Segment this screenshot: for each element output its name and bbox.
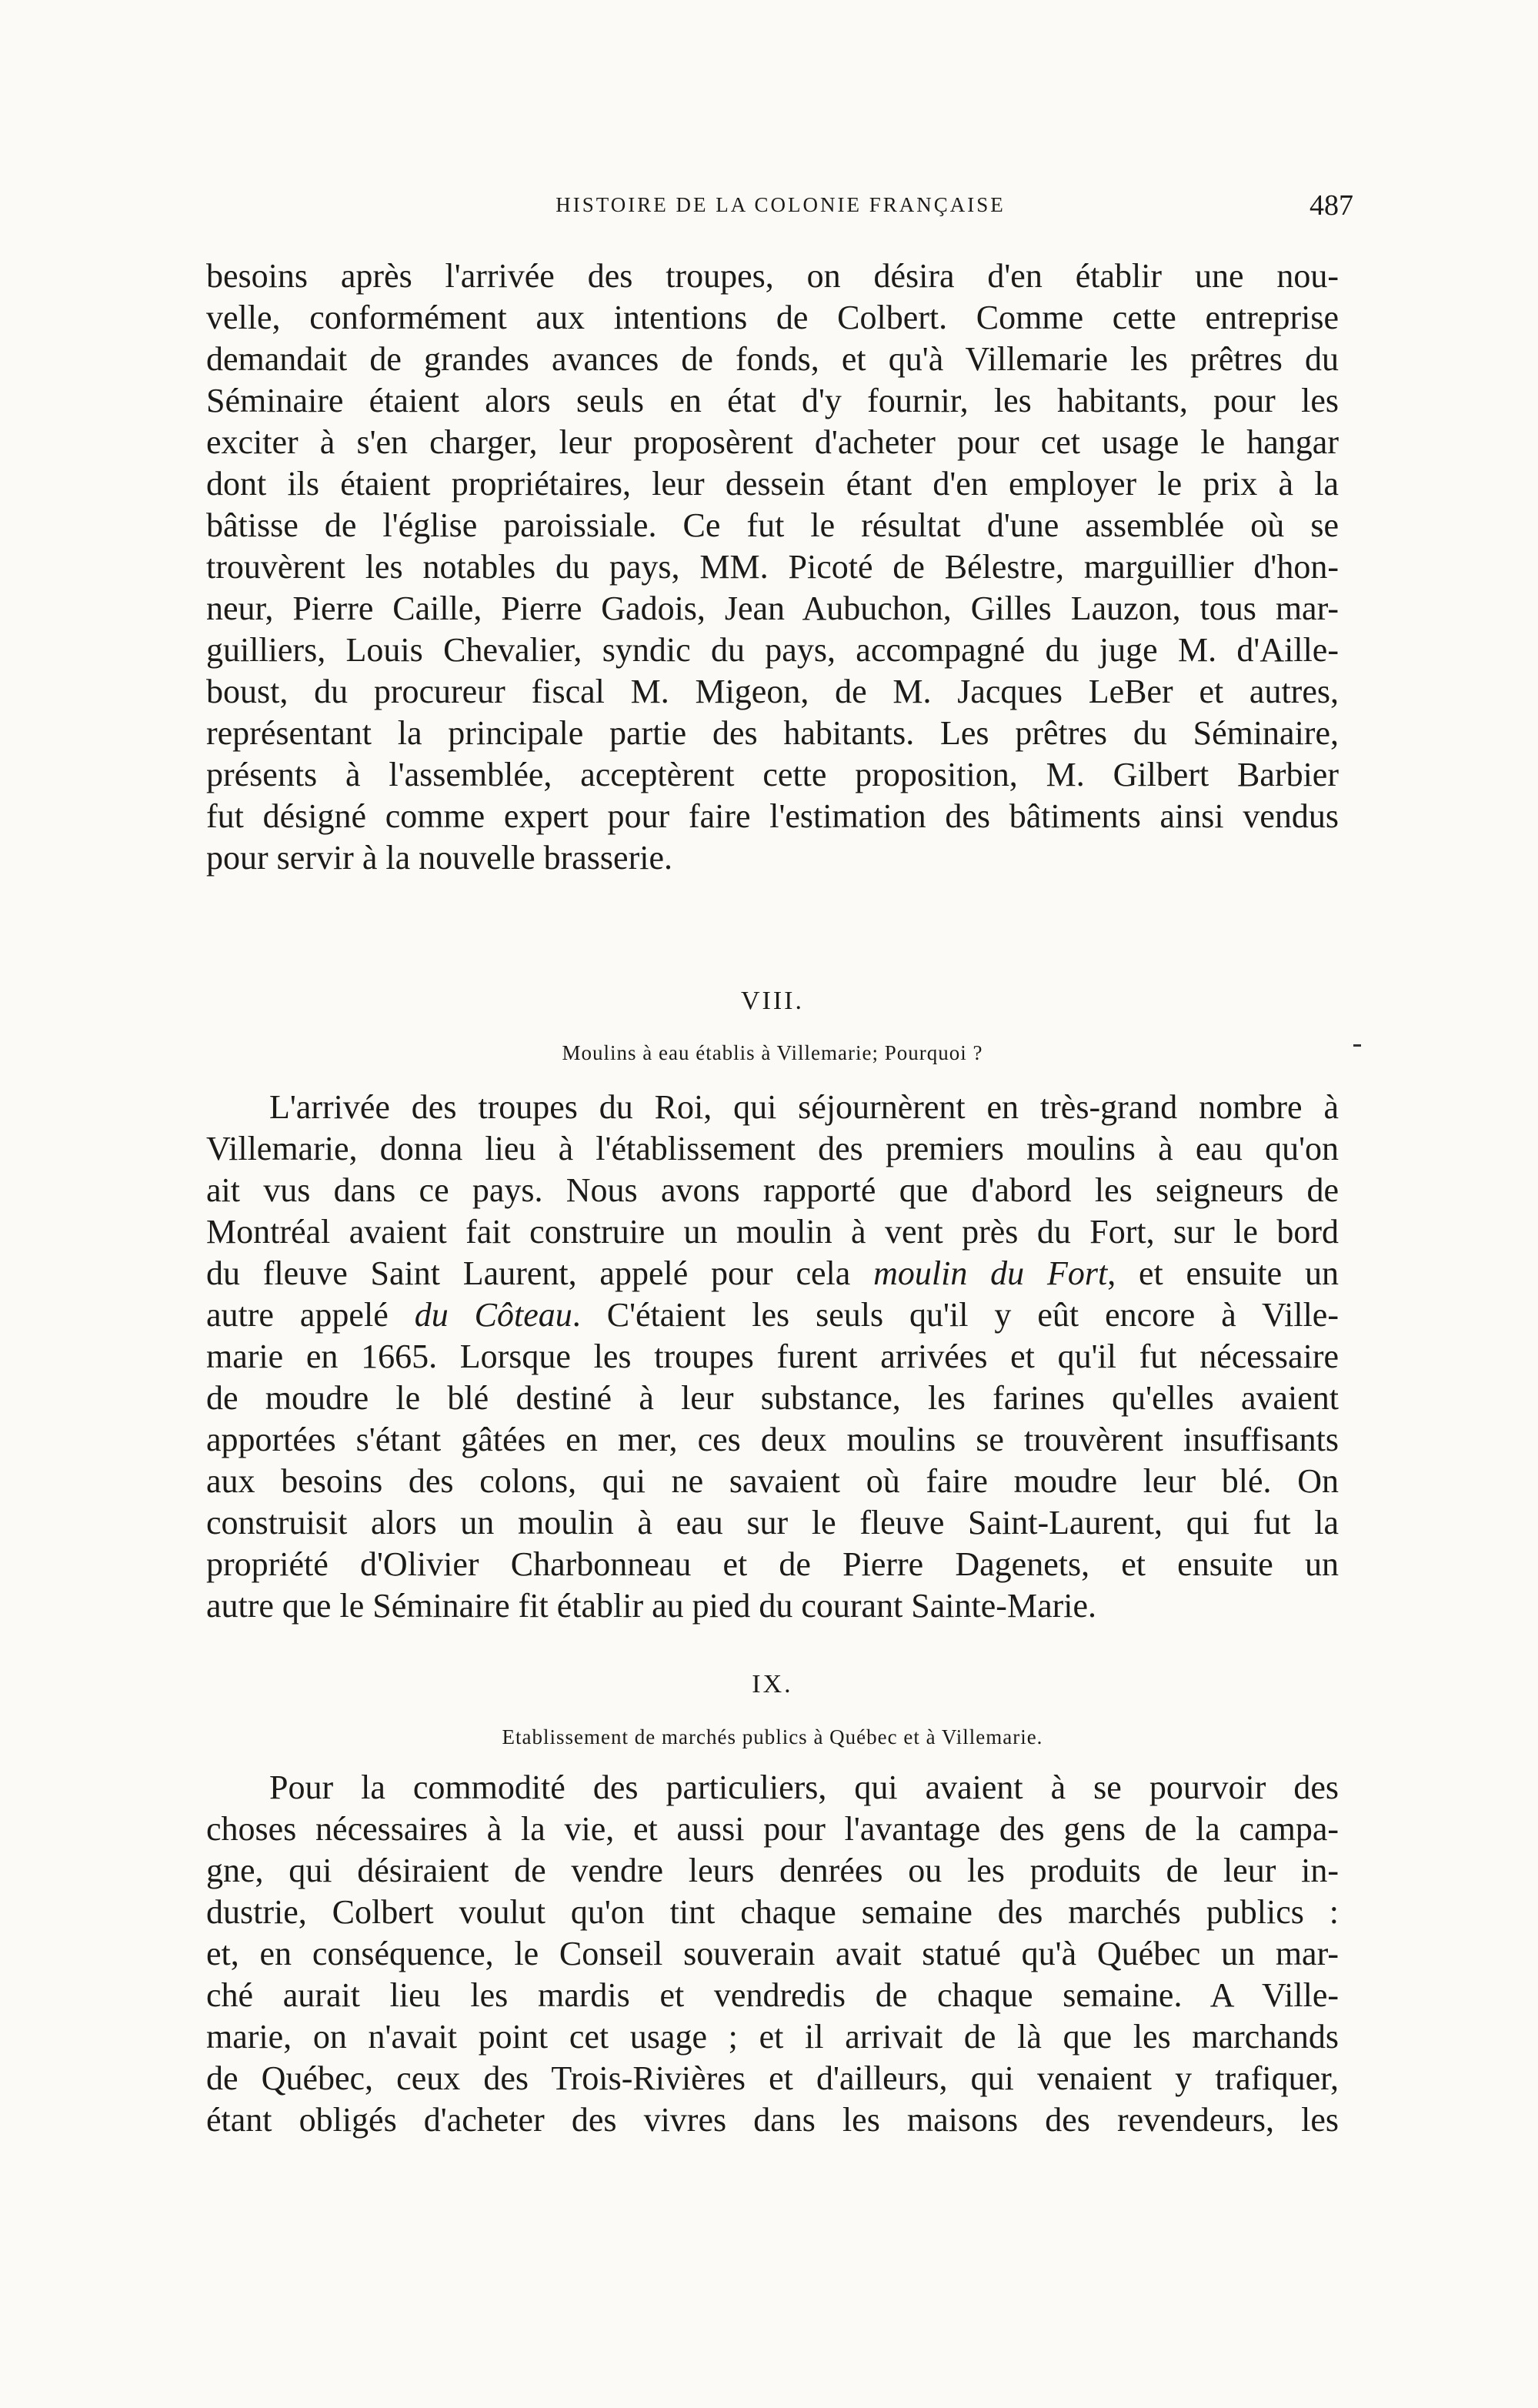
text-line: velle, conformément aux intentions de Colbert. Comme cette entreprise [206, 299, 1339, 336]
text-line: choses nécessaires à la vie, et aussi pour l'avantage des gens de la campa- [206, 1810, 1339, 1848]
text-line: de Québec, ceux des Trois-Rivières et d'ailleurs, qui venaient y trafiquer, [206, 2059, 1339, 2097]
text-line: ché aurait lieu les mardis et vendredis de chaque semaine. A Ville- [206, 1976, 1339, 2014]
text-line: pour servir à la nouvelle brasserie. [206, 839, 672, 877]
text-line: L'arrivée des troupes du Roi, qui séjournèrent en très-grand nombre à [269, 1088, 1339, 1126]
text-line: exciter à s'en charger, leur proposèrent d'acheter pour cet usage le hangar [206, 423, 1339, 461]
text-line: propriété d'Olivier Charbonneau et de Pierre Dagenets, et ensuite un [206, 1545, 1339, 1583]
text-line: guilliers, Louis Chevalier, syndic du pays, accompagné du juge M. d'Aille- [206, 631, 1339, 669]
text-line: autre appelé du Côteau. C'étaient les seuls qu'il y eût encore à Ville- [206, 1296, 1339, 1334]
text-line: marie en 1665. Lorsque les troupes furent arrivées et qu'il fut nécessaire [206, 1338, 1339, 1375]
text-line: Pour la commodité des particuliers, qui avaient à se pourvoir des [269, 1768, 1339, 1806]
text-line: et, en conséquence, le Conseil souverain avait statué qu'à Québec un mar- [206, 1935, 1339, 1972]
text-line: dustrie, Colbert voulut qu'on tint chaque semaine des marchés publics : [206, 1893, 1339, 1931]
text-line: construisit alors un moulin à eau sur le fleuve Saint-Laurent, qui fut la [206, 1504, 1339, 1541]
section-numeral: VIII. [740, 987, 805, 1015]
text-line: autre que le Séminaire fit établir au pied du courant Sainte-Marie. [206, 1587, 1096, 1625]
text-line: besoins après l'arrivée des troupes, on désira d'en établir une nou- [206, 257, 1339, 295]
page-number: 487 [1309, 189, 1353, 222]
section-numeral: IX. [752, 1670, 793, 1698]
text-line: représentant la principale partie des habitants. Les prêtres du Séminaire, [206, 714, 1339, 752]
text-line: demandait de grandes avances de fonds, et qu'à Villemarie les prêtres du [206, 340, 1339, 378]
text-line: ait vus dans ce pays. Nous avons rapporté que d'abord les seigneurs de [206, 1171, 1339, 1209]
text-line: bâtisse de l'église paroissiale. Ce fut le résultat d'une assemblée où se [206, 506, 1339, 544]
section-subtitle: Moulins à eau établis à Villemarie; Pourquoi ? [562, 1041, 983, 1064]
text-line: boust, du procureur fiscal M. Migeon, de M. Jacques LeBer et autres, [206, 673, 1339, 710]
text-line: Séminaire étaient alors seuls en état d'y fournir, les habitants, pour les [206, 382, 1339, 419]
text-line: fut désigné comme expert pour faire l'estimation des bâtiments ainsi vendus [206, 797, 1339, 835]
text-line: apportées s'étant gâtées en mer, ces deux moulins se trouvèrent insuffisants [206, 1421, 1339, 1458]
text-line: trouvèrent les notables du pays, MM. Picoté de Bélestre, marguillier d'hon- [206, 548, 1339, 586]
running-title: HISTOIRE DE LA COLONIE FRANÇAISE [555, 193, 1006, 216]
text-line: Villemarie, donna lieu à l'établissement des premiers moulins à eau qu'on [206, 1130, 1339, 1167]
margin-mark [1353, 1044, 1361, 1047]
text-line: Montréal avaient fait construire un moulin à vent près du Fort, sur le bord [206, 1213, 1339, 1251]
text-line: dont ils étaient propriétaires, leur dessein étant d'en employer le prix à la [206, 465, 1339, 503]
text-line: de moudre le blé destiné à leur substance, les farines qu'elles avaient [206, 1379, 1339, 1417]
text-line: du fleuve Saint Laurent, appelé pour cela moulin du Fort, et ensuite un [206, 1254, 1339, 1292]
text-line: étant obligés d'acheter des vivres dans les maisons des revendeurs, les [206, 2101, 1339, 2139]
text-line: aux besoins des colons, qui ne savaient où faire moudre leur blé. On [206, 1462, 1339, 1500]
text-line: gne, qui désiraient de vendre leurs denrées ou les produits de leur in- [206, 1852, 1339, 1889]
section-subtitle: Etablissement de marchés publics à Québec et à Villemarie. [502, 1725, 1043, 1748]
running-head [208, 189, 1353, 222]
text-line: présents à l'assemblée, acceptèrent cette proposition, M. Gilbert Barbier [206, 756, 1339, 793]
text-line: neur, Pierre Caille, Pierre Gadois, Jean Aubuchon, Gilles Lauzon, tous mar- [206, 589, 1339, 627]
text-line: marie, on n'avait point cet usage ; et il arrivait de là que les marchands [206, 2018, 1339, 2056]
